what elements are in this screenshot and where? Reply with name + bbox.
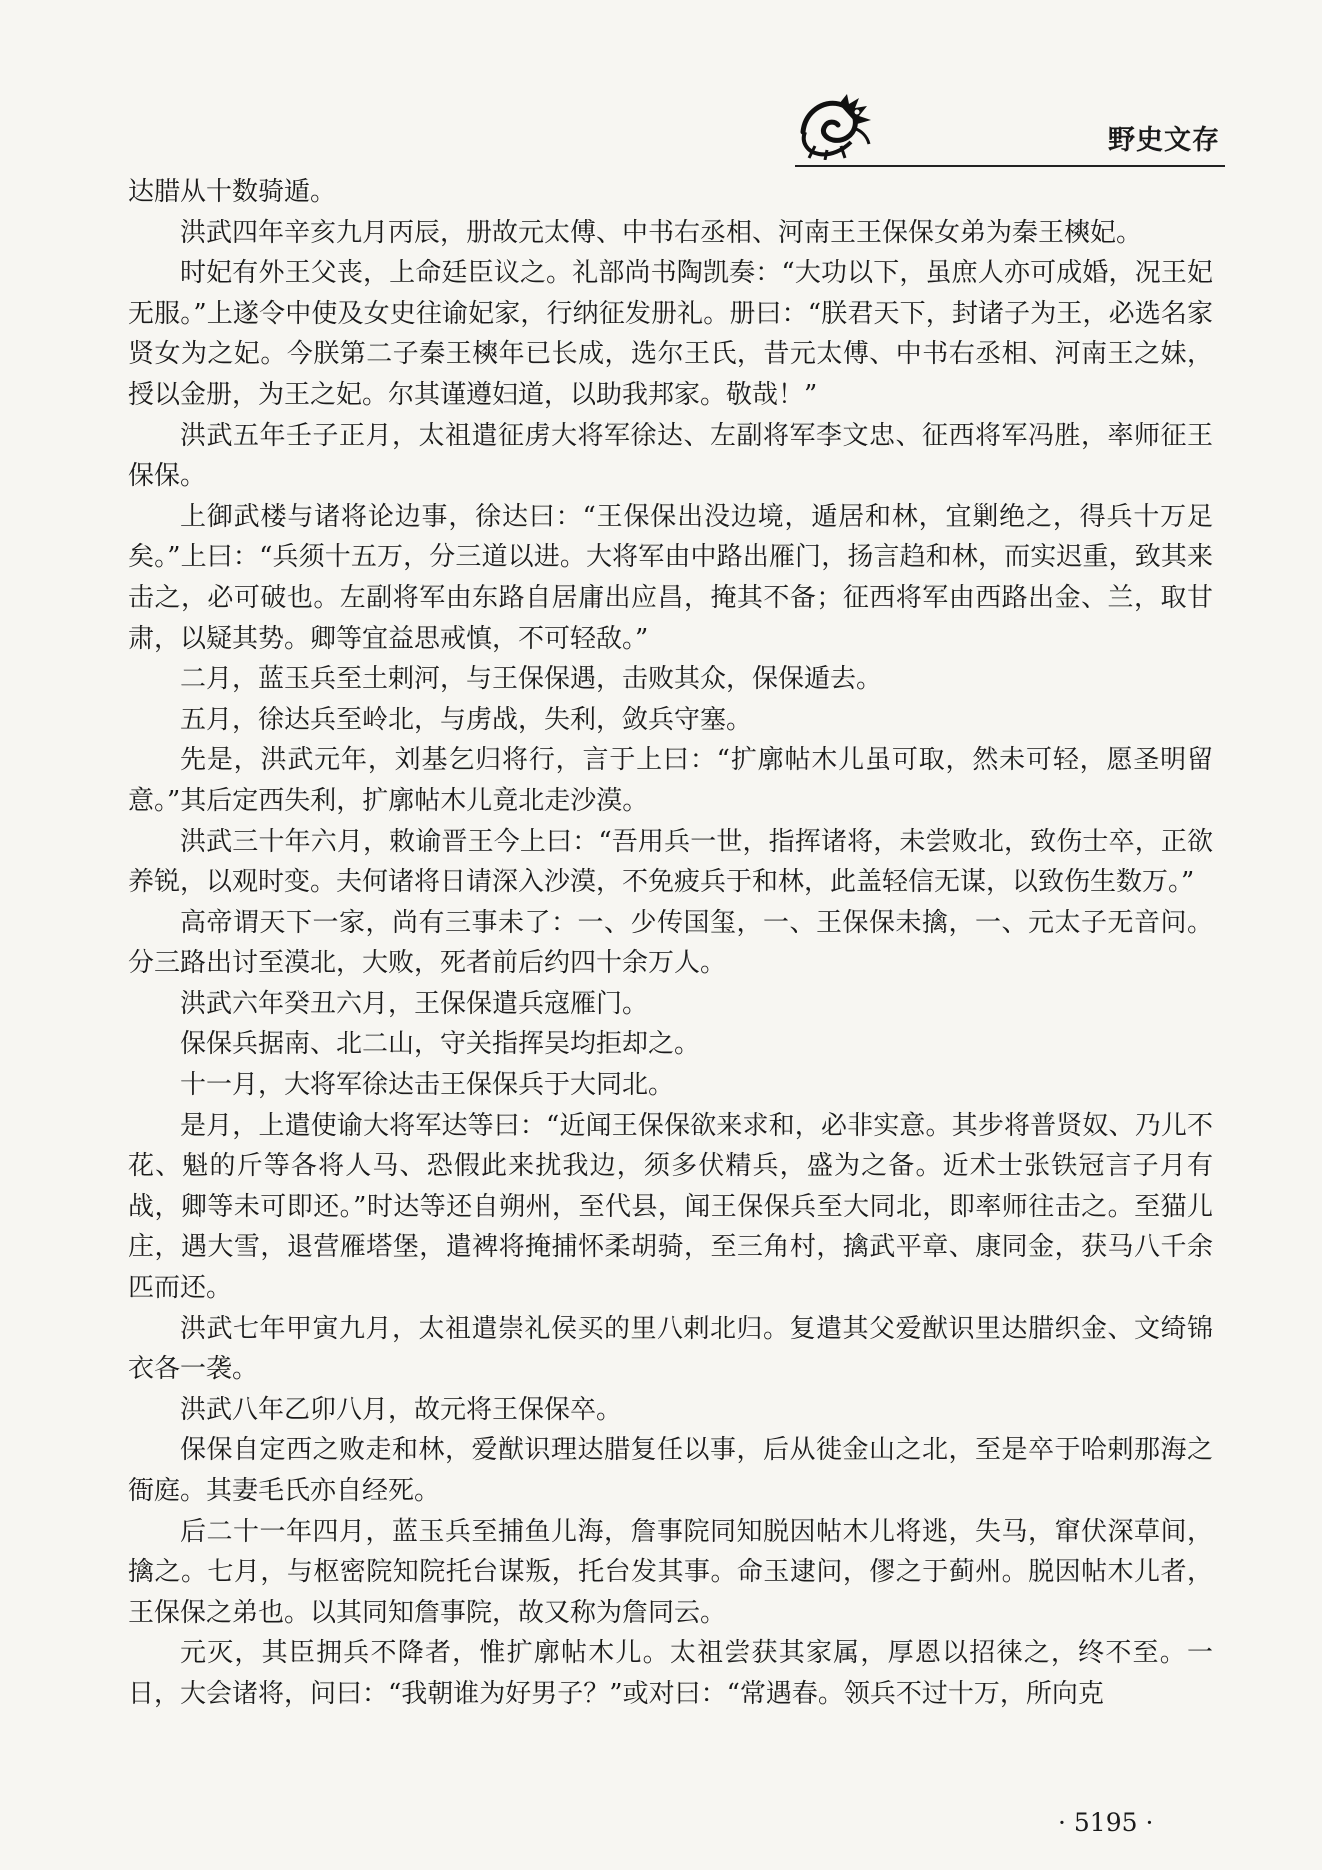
paragraph: 洪武七年甲寅九月，太祖遣崇礼侯买的里八剌北归。复遣其父爱猷识里达腊织金、文绮锦衣各一袭。 — [128, 1313, 1213, 1385]
paragraph: 洪武五年壬子正月，太祖遣征虏大将军徐达、左副将军李文忠、征西将军冯胜，率师征王保保。 — [128, 420, 1213, 492]
page-header — [0, 0, 1322, 170]
article-body — [128, 172, 1213, 1715]
paragraph: 保保自定西之败走和林，爱猷识理达腊复任以事，后从徙金山之北，至是卒于哈剌那海之衙庭。其妻毛氏亦自经死。 — [128, 1435, 1213, 1506]
paragraph: 保保兵据南、北二山，守关指挥吴均拒却之。 — [180, 1029, 701, 1060]
paragraph: 十一月，大将军徐达击王保保兵于大同北。 — [180, 1070, 675, 1101]
paragraph: 洪武八年乙卯八月，故元将王保保卒。 — [180, 1394, 623, 1425]
paragraph: 高帝谓天下一家，尚有三事未了：一、少传国玺，一、王保保未擒，一、元太子无音问。分三路出讨至漠北，大败，死者前后约四十余万人。 — [128, 907, 1213, 979]
paragraph: 洪武六年癸丑六月，王保保遣兵寇雁门。 — [180, 988, 649, 1019]
paragraph: 洪武三十年六月，敕谕晋王今上曰：“吾用兵一世，指挥诸将，未尝败北，致伤士卒，正欲养锐，以观时变。夫何诸将日请深入沙漠，不免疲兵于和林，此盖轻信无谋，以致伤生数万。” — [128, 826, 1213, 898]
paragraph: 先是，洪武元年，刘基乞归将行，言于上曰：“扩廓帖木儿虽可取，然未可轻，愿圣明留意。”其后定西失利，扩廓帖木儿竟北走沙漠。 — [128, 745, 1213, 816]
paragraph: 上御武楼与诸将论边事，徐达曰：“王保保出没边境，遁居和林，宜剿绝之，得兵十万足矣。”上曰：“兵须十五万，分三道以进。大将军由中路出雁门，扬言趋和林，而实迟重，致其来击之，必可破也。左副将军由东路自居庸出应昌，掩其不备；征西将军由西路出金、兰，取甘肃，以疑其势。卿等宜益思戒慎，不可轻敌。” — [128, 501, 1213, 654]
paragraph: 后二十一年四月，蓝玉兵至捕鱼儿海，詹事院同知脱因帖木儿将逃，失马，窜伏深草间，擒之。七月，与枢密院知院托台谋叛，托台发其事。命玉逮问，僇之于蓟州。脱因帖木儿者，王保保之弟也。以其同知詹事院，故又称为詹同云。 — [128, 1516, 1213, 1628]
page-number: · 5195 · — [1058, 1808, 1154, 1837]
paragraph: 二月，蓝玉兵至土剌河，与王保保遇，击败其众，保保遁去。 — [180, 664, 883, 695]
section-title: 野史文存 — [1108, 125, 1220, 156]
dragon-emblem-icon — [795, 90, 877, 160]
paragraph: 元灭，其臣拥兵不降者，惟扩廓帖木儿。太祖尝获其家属，厚恩以招徕之，终不至。一日，大会诸将，问曰：“我朝谁为好男子？”或对曰：“常遇春。领兵不过十万，所向克 — [128, 1638, 1213, 1709]
paragraph: 是月，上遣使谕大将军达等曰：“近闻王保保欲来求和，必非实意。其步将普贤奴、乃儿不花、魁的斤等各将人马、恐假此来扰我边，须多伏精兵，盛为之备。近术士张铁冠言子月有战，卿等未可即还。”时达等还自朔州，至代县，闻王保保兵至大同北，即率师往击之。至猫儿庄，遇大雪，退营雁塔堡，遣裨将掩捕怀柔胡骑，至三角村，擒武平章、康同金，获马八千余匹而还。 — [128, 1110, 1213, 1304]
paragraph: 五月，徐达兵至岭北，与虏战，失利，敛兵守塞。 — [180, 704, 753, 735]
paragraph: 洪武四年辛亥九月丙辰，册故元太傅、中书右丞相、河南王王保保女弟为秦王樉妃。 — [180, 217, 1143, 248]
header-rule — [795, 165, 1225, 167]
paragraph: 时妃有外王父丧，上命廷臣议之。礼部尚书陶凯奏：“大功以下，虽庶人亦可成婚，况王妃无服。”上遂令中使及女史往谕妃家，行纳征发册礼。册曰：“朕君天下，封诸子为王，必选名家贤女为之妃。今朕第二子秦王樉年已长成，选尔王氏，昔元太傅、中书右丞相、河南王之妹，授以金册，为王之妃。尔其谨遵妇道，以助我邦家。敬哉！” — [128, 258, 1213, 410]
paragraph: 达腊从十数骑遁。 — [128, 177, 337, 207]
